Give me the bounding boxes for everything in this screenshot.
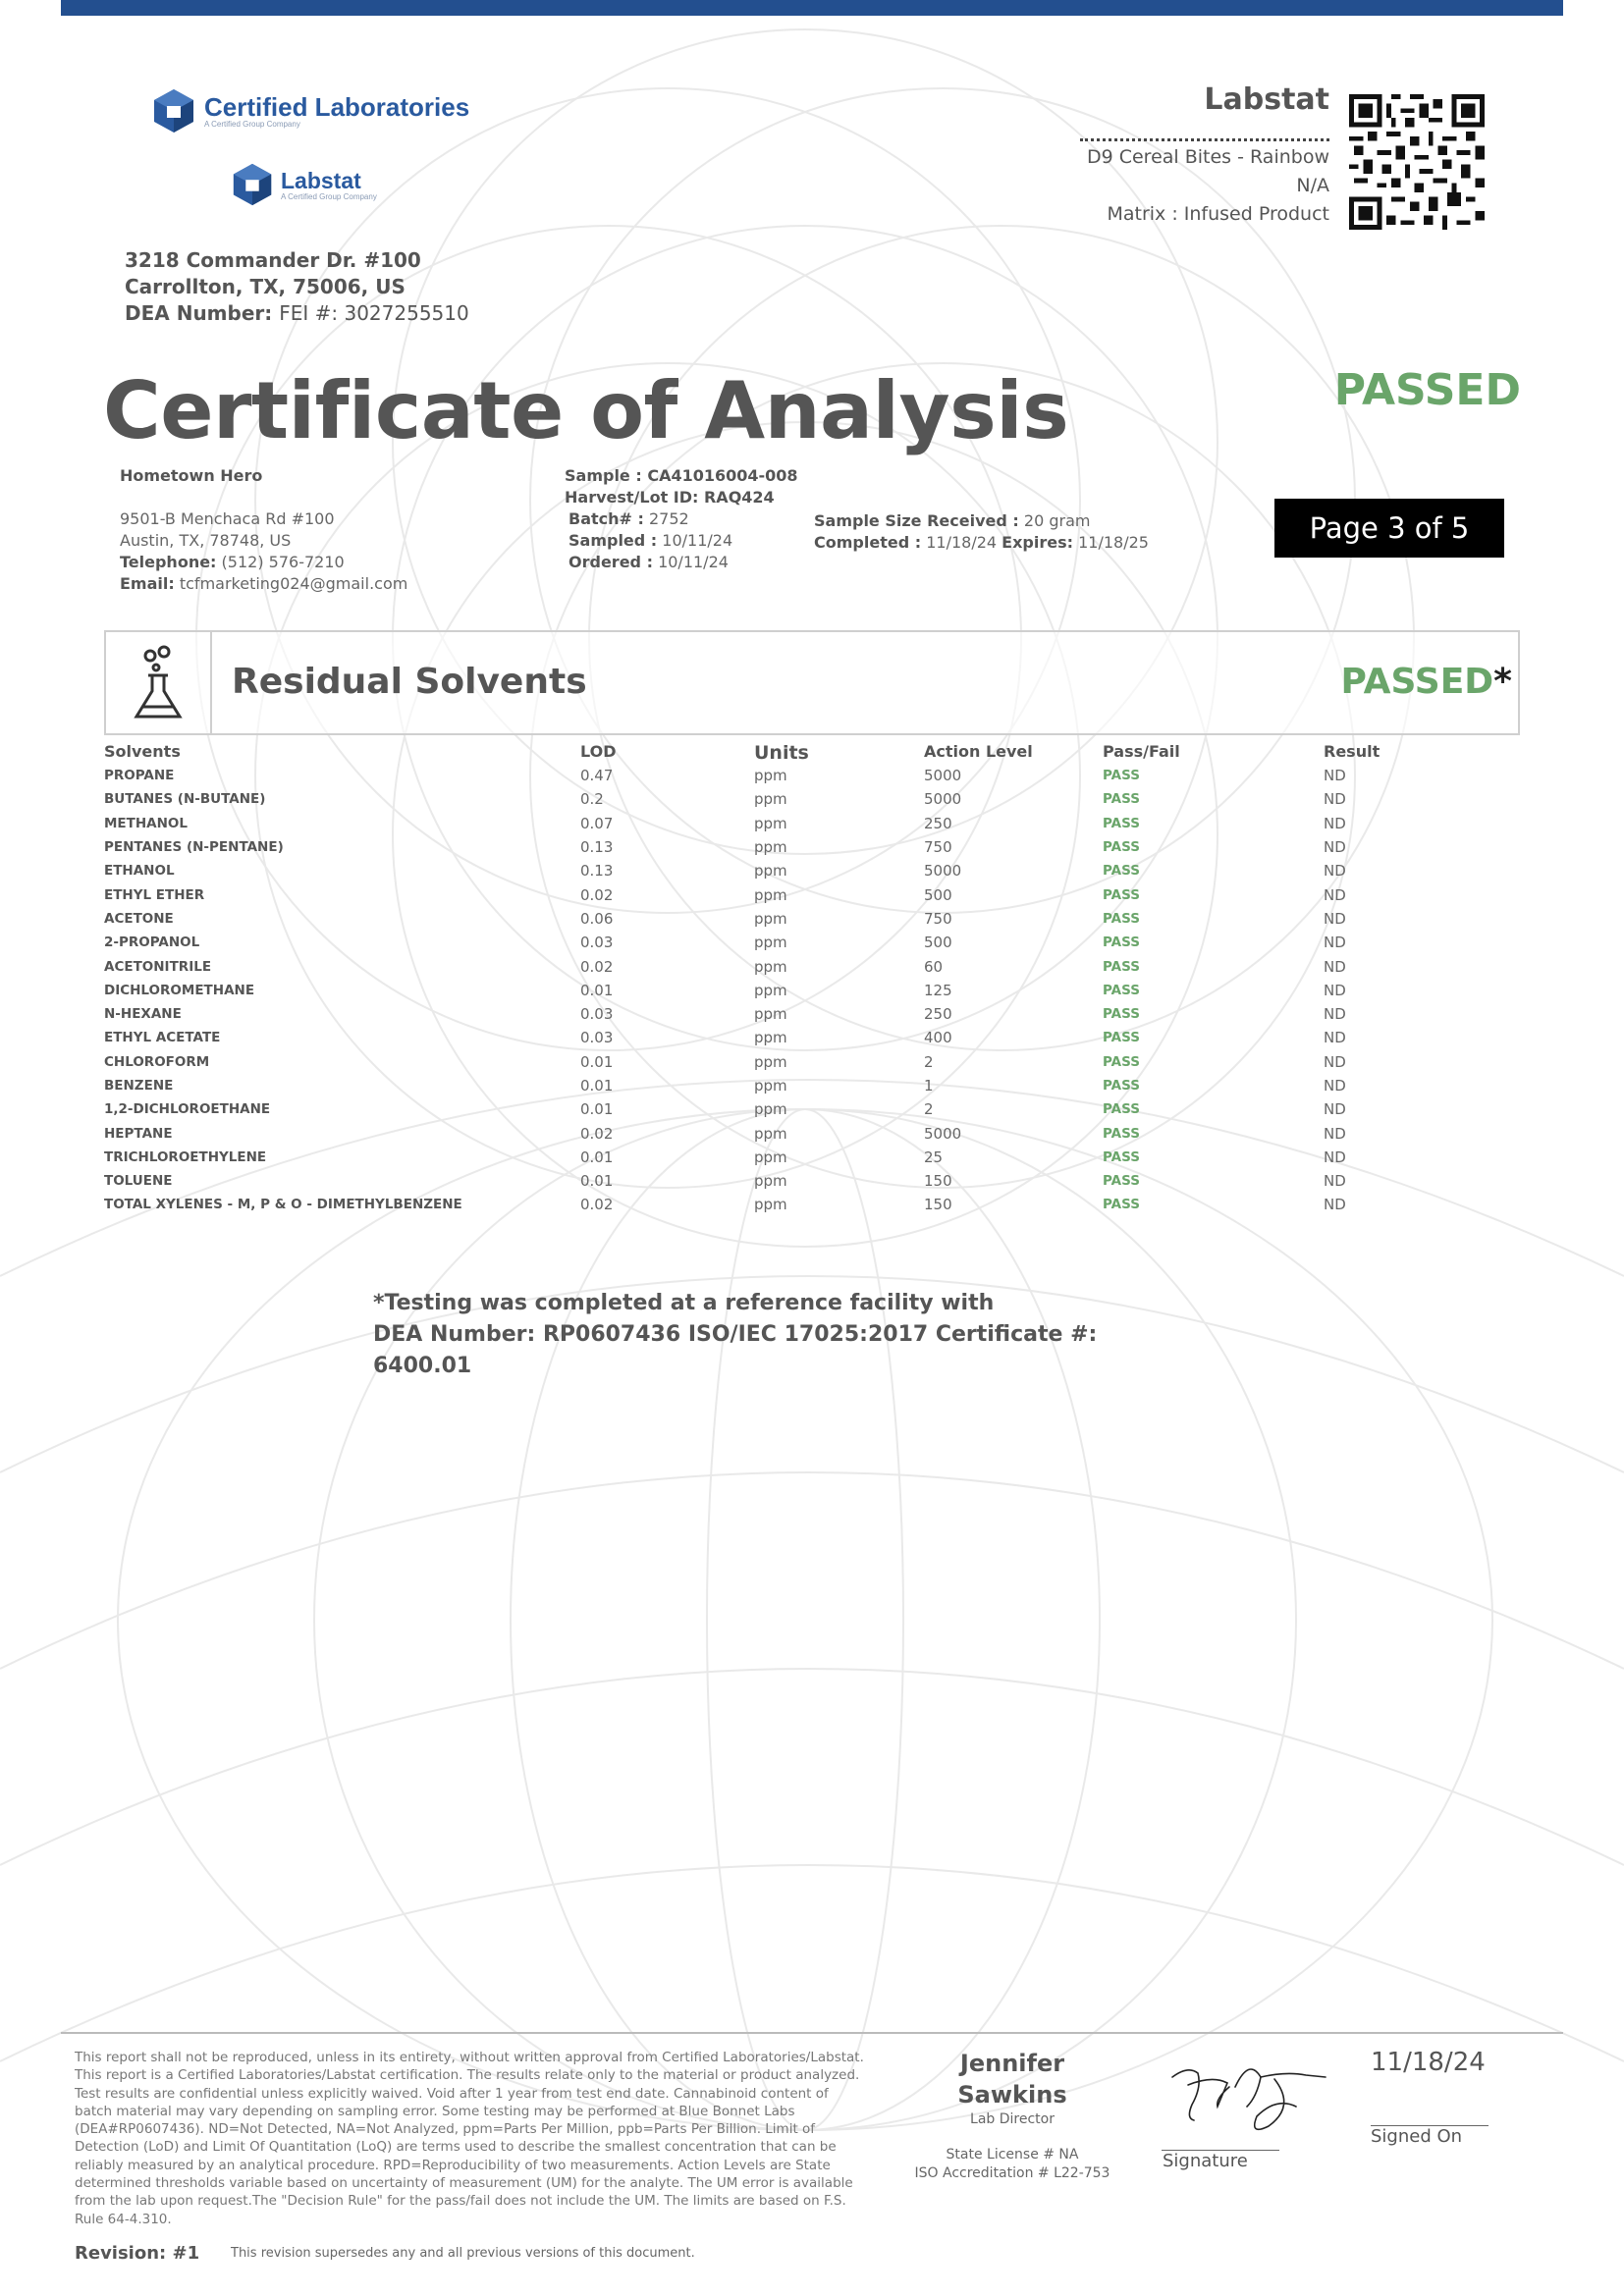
- table-row: [104, 1050, 1520, 1074]
- lod-value: 0.01: [580, 1148, 614, 1166]
- table-row: [104, 835, 1520, 859]
- dotted-divider: [1080, 138, 1329, 141]
- result-value: ND: [1324, 957, 1346, 976]
- director-name: Jennifer Sawkins: [957, 2050, 1067, 2109]
- lod-value: 0.07: [580, 814, 614, 832]
- revision-label: Revision: #1: [75, 2243, 200, 2264]
- sampled-value: 10/11/24: [662, 531, 733, 550]
- pass-fail-value: PASS: [1103, 839, 1140, 856]
- result-value: ND: [1324, 814, 1346, 832]
- lod-value: 0.03: [580, 1005, 614, 1024]
- action-level-value: 250: [924, 1005, 952, 1024]
- lab-name: Labstat: [1204, 82, 1329, 117]
- units-value: ppm: [754, 957, 787, 976]
- result-value: ND: [1324, 1052, 1346, 1071]
- solvent-name: ACETONE: [104, 910, 174, 927]
- table-row: [104, 787, 1520, 811]
- lab-address: [125, 247, 469, 327]
- lab-director-block: [903, 2048, 1121, 2182]
- lod-value: 0.02: [580, 1124, 614, 1143]
- solvent-name: 1,2-DICHLOROETHANE: [104, 1101, 271, 1118]
- solvent-name: BENZENE: [104, 1078, 174, 1094]
- result-value: ND: [1324, 790, 1346, 809]
- column-header-pass-fail: Pass/Fail: [1103, 741, 1180, 761]
- product-matrix: Matrix : Infused Product: [1107, 203, 1329, 225]
- solvent-name: TOLUENE: [104, 1173, 173, 1190]
- qr-code-icon: [1349, 94, 1485, 230]
- email-value: tcfmarketing024@gmail.com: [179, 574, 408, 593]
- column-header-action-level: Action Level: [924, 741, 1033, 761]
- expires-value: 11/18/25: [1078, 533, 1149, 552]
- action-level-value: 60: [924, 957, 944, 976]
- flask-icon-cell: [106, 632, 212, 733]
- section-status: PASSED: [1340, 662, 1494, 702]
- table-row: [104, 1097, 1520, 1121]
- section-title: Residual Solvents: [232, 662, 587, 702]
- units-value: ppm: [754, 934, 787, 952]
- units-value: ppm: [754, 1029, 787, 1047]
- units-value: ppm: [754, 909, 787, 928]
- lod-value: 0.2: [580, 790, 604, 809]
- action-level-value: 500: [924, 934, 952, 952]
- action-level-value: 5000: [924, 790, 962, 809]
- size-value: 20 gram: [1023, 511, 1091, 530]
- sample-id: Sample : CA41016004-008: [565, 466, 798, 485]
- ordered-label: Ordered :: [568, 553, 653, 571]
- telephone-label: Telephone:: [120, 553, 217, 571]
- table-row: [104, 1193, 1520, 1216]
- units-value: ppm: [754, 1196, 787, 1214]
- action-level-value: 5000: [924, 862, 962, 881]
- pass-fail-value: PASS: [1103, 934, 1140, 951]
- solvent-name: 2-PROPANOL: [104, 934, 200, 951]
- client-info: [120, 465, 407, 595]
- table-row: [104, 859, 1520, 882]
- solvent-name: ETHYL ACETATE: [104, 1030, 221, 1046]
- pass-fail-value: PASS: [1103, 1101, 1140, 1118]
- pass-fail-value: PASS: [1103, 791, 1140, 808]
- note-line2: DEA Number: RP0607436 ISO/IEC 17025:2017 Certificate #:: [373, 1322, 1098, 1347]
- pass-fail-value: PASS: [1103, 1078, 1140, 1094]
- page-indicator: Page 3 of 5: [1274, 499, 1504, 558]
- lab-address-line1: 3218 Commander Dr. #100: [125, 248, 421, 272]
- director-role: Lab Director: [970, 2111, 1055, 2127]
- lod-value: 0.02: [580, 885, 614, 904]
- table-body: [104, 764, 1520, 1217]
- cube-logo-icon: [149, 86, 198, 135]
- lod-value: 0.01: [580, 981, 614, 999]
- result-value: ND: [1324, 1196, 1346, 1214]
- action-level-value: 1: [924, 1077, 934, 1095]
- solvent-name: PROPANE: [104, 768, 175, 784]
- pass-fail-value: PASS: [1103, 863, 1140, 880]
- table-row: [104, 979, 1520, 1002]
- lod-value: 0.02: [580, 957, 614, 976]
- lab-address-line2: Carrollton, TX, 75006, US: [125, 275, 406, 298]
- solvent-name: DICHLOROMETHANE: [104, 982, 255, 998]
- section-asterisk: *: [1493, 662, 1512, 702]
- units-value: ppm: [754, 814, 787, 832]
- handwritten-signature: [1159, 2048, 1345, 2146]
- certified-laboratories-logo: [149, 86, 469, 135]
- result-value: ND: [1324, 1100, 1346, 1119]
- action-level-value: 125: [924, 981, 952, 999]
- column-header-result: Result: [1324, 741, 1380, 761]
- result-value: ND: [1324, 1077, 1346, 1095]
- signed-date: 11/18/24: [1371, 2048, 1486, 2077]
- pass-fail-value: PASS: [1103, 1125, 1140, 1142]
- client-address2: Austin, TX, 78748, US: [120, 531, 292, 550]
- result-value: ND: [1324, 1029, 1346, 1047]
- completed-value: 11/18/24: [926, 533, 998, 552]
- column-header-lod: LOD: [580, 741, 617, 761]
- units-value: ppm: [754, 862, 787, 881]
- pass-fail-value: PASS: [1103, 1053, 1140, 1070]
- action-level-value: 500: [924, 885, 952, 904]
- action-level-value: 750: [924, 909, 952, 928]
- action-level-value: 2: [924, 1100, 934, 1119]
- units-value: ppm: [754, 790, 787, 809]
- lod-value: 0.47: [580, 767, 614, 785]
- pass-fail-value: PASS: [1103, 886, 1140, 903]
- residual-solvents-section-header: [104, 630, 1520, 735]
- batch-value: 2752: [648, 509, 689, 528]
- result-value: ND: [1324, 1005, 1346, 1024]
- lod-value: 0.01: [580, 1172, 614, 1191]
- batch-label: Batch# :: [568, 509, 644, 528]
- units-value: ppm: [754, 1052, 787, 1071]
- page-title: Certificate of Analysis: [103, 365, 1069, 456]
- lod-value: 0.13: [580, 838, 614, 857]
- pass-fail-value: PASS: [1103, 1197, 1140, 1213]
- table-row: [104, 1169, 1520, 1193]
- footer-divider: [61, 2032, 1563, 2034]
- solvent-name: CHLOROFORM: [104, 1053, 210, 1070]
- telephone-value: (512) 576-7210: [221, 553, 345, 571]
- revision-note: This revision supersedes any and all previous versions of this document.: [231, 2246, 695, 2261]
- client-address1: 9501-B Menchaca Rd #100: [120, 509, 335, 528]
- result-value: ND: [1324, 1172, 1346, 1191]
- reference-facility-note: [373, 1288, 1119, 1382]
- column-header-units: Units: [754, 742, 809, 764]
- lod-value: 0.03: [580, 934, 614, 952]
- units-value: ppm: [754, 1172, 787, 1191]
- solvent-name: ETHANOL: [104, 863, 175, 880]
- table-row: [104, 764, 1520, 787]
- lod-value: 0.03: [580, 1029, 614, 1047]
- client-name: Hometown Hero: [120, 466, 263, 485]
- solvent-name: METHANOL: [104, 815, 188, 831]
- disclaimer-text: This report shall not be reproduced, unless in its entirety, without written approval from Certified Laboratories/Labstat. This report is a Certified Laboratories/Labstat certification. The results relate only to the material or product analyzed. Test results are confidential unless explicitly waived. Void after 1 year from test end date. Cannabinoid content of batch material may vary depending on sampling error. Some testing may be performed at Blue Bonnet Labs (DEA#RP0607436). ND=Not Detected, NA=Not Analyzed, ppm=Parts Per Million, ppb=Parts Per Billion. Limit of Detection (LoD) and Limit Of Quantitation (LoQ) are terms used to describe the smallest concentration that can be reliably measured by an analytical procedure. RPD=Reproducibility of two measurements. Action Levels are State determined thresholds variable based on uncertainty of measurement (UM) for the analyte. The UM error is available from the lab upon request.The "Decision Rule" for the pass/fail does not include the UM. The limits are based on F.S. Rule 64-4.310.: [75, 2050, 864, 2227]
- solvent-name: TRICHLOROETHYLENE: [104, 1148, 267, 1165]
- solvent-name: BUTANES (N-BUTANE): [104, 791, 266, 808]
- signed-on-label: Signed On: [1371, 2126, 1463, 2147]
- units-value: ppm: [754, 1100, 787, 1119]
- action-level-value: 25: [924, 1148, 944, 1166]
- table-row: [104, 1026, 1520, 1049]
- result-value: ND: [1324, 862, 1346, 881]
- action-level-value: 2: [924, 1052, 934, 1071]
- action-level-value: 150: [924, 1196, 952, 1214]
- table-row: [104, 931, 1520, 954]
- flask-icon: [129, 644, 188, 722]
- product-name: D9 Cereal Bites - Rainbow: [1086, 146, 1329, 168]
- note-line3: 6400.01: [373, 1354, 472, 1378]
- table-row: [104, 954, 1520, 978]
- action-level-value: 5000: [924, 767, 962, 785]
- sampled-label: Sampled :: [568, 531, 658, 550]
- product-line2: N/A: [1296, 175, 1329, 196]
- table-row: [104, 1002, 1520, 1026]
- table-header-row: [104, 738, 1520, 764]
- sample-info: [565, 465, 798, 573]
- solvent-name: TOTAL XYLENES - M, P & O - DIMETHYLBENZENE: [104, 1197, 462, 1213]
- lod-value: 0.13: [580, 862, 614, 881]
- pass-fail-value: PASS: [1103, 1173, 1140, 1190]
- result-value: ND: [1324, 767, 1346, 785]
- units-value: ppm: [754, 1148, 787, 1166]
- lod-value: 0.06: [580, 909, 614, 928]
- result-value: ND: [1324, 981, 1346, 999]
- lod-value: 0.02: [580, 1196, 614, 1214]
- pass-fail-value: PASS: [1103, 910, 1140, 927]
- action-level-value: 5000: [924, 1124, 962, 1143]
- labstat-logo: [228, 161, 377, 208]
- action-level-value: 250: [924, 814, 952, 832]
- ordered-value: 10/11/24: [658, 553, 729, 571]
- brand2-tagline: A Certified Group Company: [281, 191, 377, 201]
- size-label: Sample Size Received :: [814, 511, 1019, 530]
- units-value: ppm: [754, 885, 787, 904]
- table-row: [104, 1146, 1520, 1169]
- units-value: ppm: [754, 838, 787, 857]
- pass-fail-value: PASS: [1103, 982, 1140, 998]
- lod-value: 0.01: [580, 1052, 614, 1071]
- lod-value: 0.01: [580, 1077, 614, 1095]
- result-value: ND: [1324, 1148, 1346, 1166]
- pass-fail-value: PASS: [1103, 1030, 1140, 1046]
- result-value: ND: [1324, 885, 1346, 904]
- table-row: [104, 812, 1520, 835]
- note-line1: *Testing was completed at a reference facility with: [373, 1291, 995, 1315]
- dea-value: FEI #: 3027255510: [279, 301, 469, 325]
- solvents-table: [104, 738, 1520, 1217]
- solvent-name: PENTANES (N-PENTANE): [104, 839, 284, 856]
- product-info: [1087, 143, 1329, 229]
- overall-status-badge: PASSED: [1333, 365, 1521, 415]
- solvent-name: ETHYL ETHER: [104, 886, 205, 903]
- cube-logo-icon: [228, 161, 277, 208]
- email-label: Email:: [120, 574, 175, 593]
- pass-fail-value: PASS: [1103, 815, 1140, 831]
- iso-accreditation: ISO Accreditation # L22-753: [914, 2165, 1110, 2181]
- brand1-name: Certified Laboratories: [204, 92, 470, 122]
- units-value: ppm: [754, 1124, 787, 1143]
- table-row: [104, 907, 1520, 931]
- units-value: ppm: [754, 1005, 787, 1024]
- pass-fail-value: PASS: [1103, 958, 1140, 975]
- units-value: ppm: [754, 1077, 787, 1095]
- column-header-solvents: Solvents: [104, 741, 181, 761]
- pass-fail-value: PASS: [1103, 1006, 1140, 1023]
- sample-dates: [814, 510, 1149, 554]
- completed-label: Completed :: [814, 533, 922, 552]
- brand2-name: Labstat: [281, 167, 361, 193]
- units-value: ppm: [754, 981, 787, 999]
- action-level-value: 750: [924, 838, 952, 857]
- table-row: [104, 882, 1520, 906]
- lod-value: 0.01: [580, 1100, 614, 1119]
- action-level-value: 400: [924, 1029, 952, 1047]
- dea-label: DEA Number:: [125, 301, 273, 325]
- signature-label: Signature: [1163, 2151, 1248, 2171]
- units-value: ppm: [754, 767, 787, 785]
- pass-fail-value: PASS: [1103, 1148, 1140, 1165]
- result-value: ND: [1324, 909, 1346, 928]
- result-value: ND: [1324, 1124, 1346, 1143]
- brand1-tagline: A Certified Group Company: [204, 120, 300, 129]
- result-value: ND: [1324, 934, 1346, 952]
- table-row: [104, 1121, 1520, 1145]
- solvent-name: HEPTANE: [104, 1125, 173, 1142]
- expires-label: Expires:: [1001, 533, 1074, 552]
- result-value: ND: [1324, 838, 1346, 857]
- action-level-value: 150: [924, 1172, 952, 1191]
- state-license: State License # NA: [946, 2147, 1079, 2163]
- lot-id: Harvest/Lot ID: RAQ424: [565, 488, 775, 507]
- pass-fail-value: PASS: [1103, 768, 1140, 784]
- solvent-name: N-HEXANE: [104, 1006, 182, 1023]
- table-row: [104, 1074, 1520, 1097]
- solvent-name: ACETONITRILE: [104, 958, 212, 975]
